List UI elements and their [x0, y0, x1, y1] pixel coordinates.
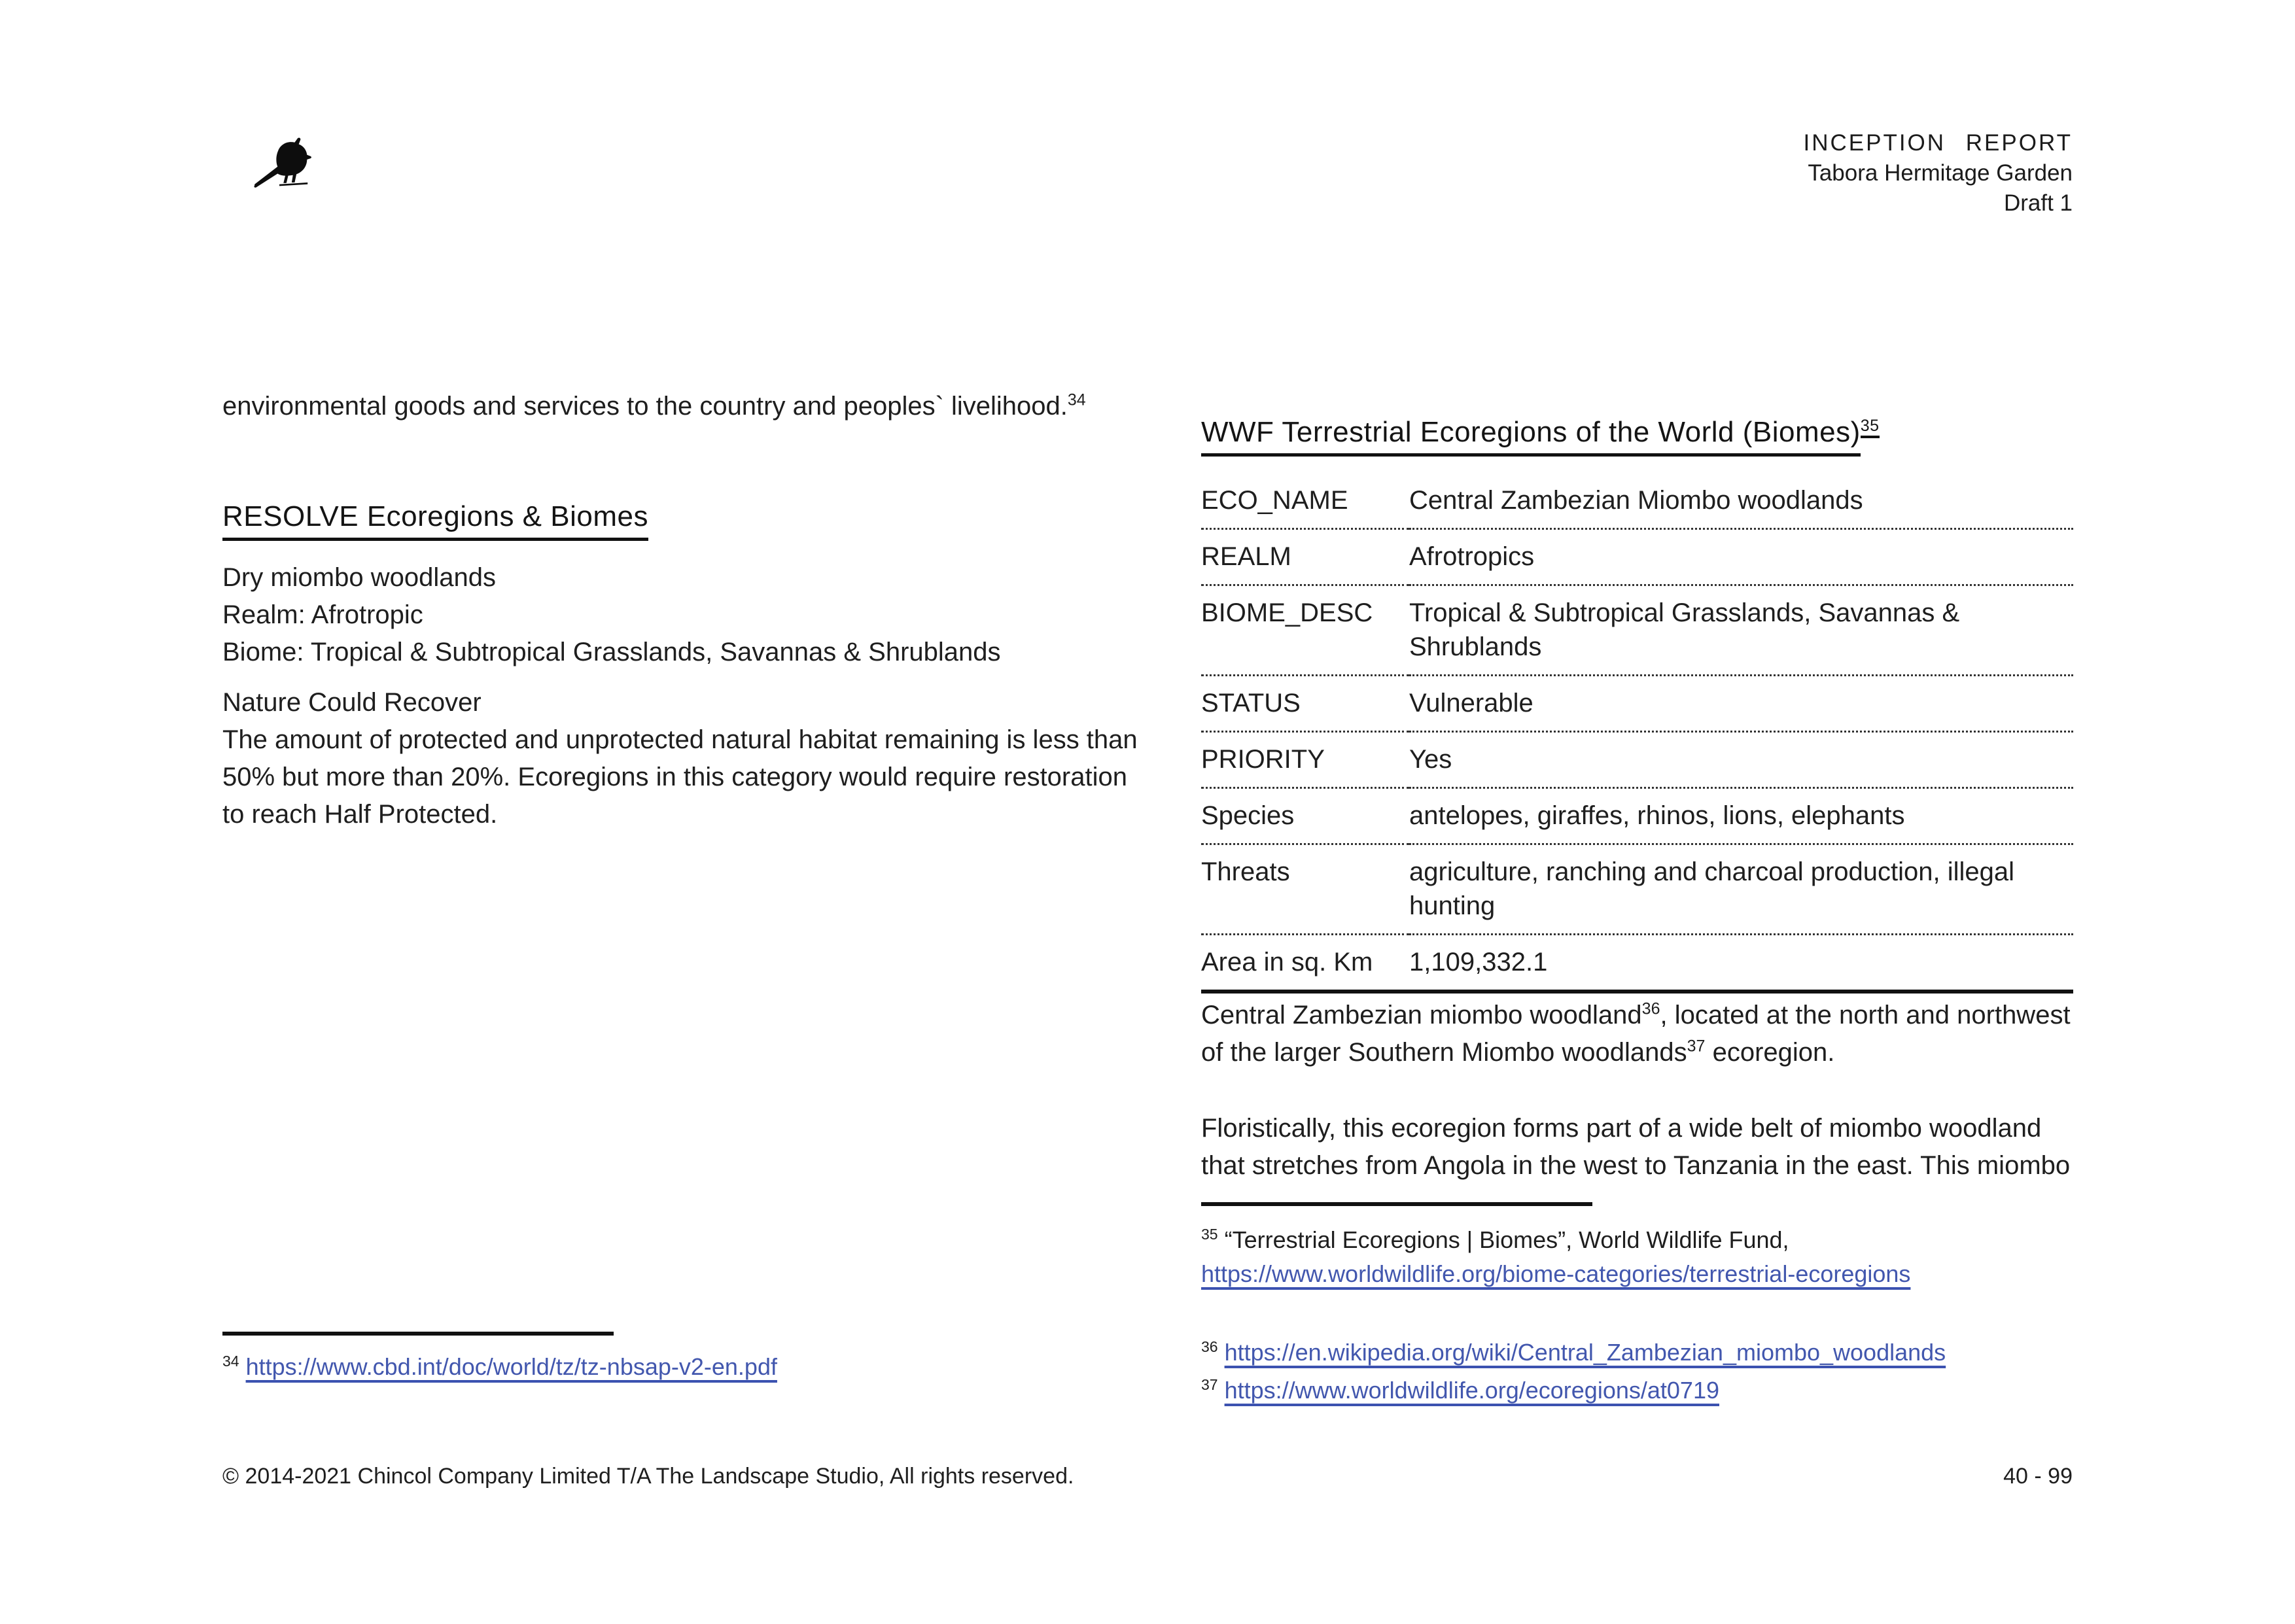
para1-text-3: ecoregion.	[1705, 1038, 1835, 1067]
page-number: 40 - 99	[2003, 1464, 2073, 1489]
report-title: INCEPTION REPORT	[1803, 130, 2073, 156]
table-label-cell: REALM	[1201, 542, 1291, 571]
table-label-cell: STATUS	[1201, 689, 1301, 717]
resolve-heading	[222, 499, 1138, 541]
table-label-cell: Area in sq. Km	[1201, 948, 1373, 976]
recover-section	[222, 684, 1138, 833]
table-row	[1201, 844, 2073, 935]
footnote-34	[222, 1350, 1007, 1384]
footnote-34-link[interactable]: https://www.cbd.int/doc/world/tz/tz-nbsap-v2-en.pdf	[245, 1353, 777, 1380]
table-value-cell: 1,109,332.1	[1409, 948, 1548, 976]
bird-silhouette-icon	[250, 131, 321, 193]
recover-text: The amount of protected and unprotected natural habitat remaining is less than 50% but more than 20%. Ecoregions in this category would require restoration to reach Half Protected.	[222, 725, 1138, 829]
footnote-35-text: “Terrestrial Ecoregions | Biomes”, World Wildlife Fund,	[1224, 1226, 1789, 1253]
resolve-line-ecoregion: Dry miombo woodlands	[222, 563, 496, 592]
footnote-37-marker: 37	[1201, 1376, 1218, 1393]
resolve-heading-text: RESOLVE Ecoregions & Biomes	[222, 499, 648, 541]
floristically-paragraph: Floristically, this ecoregion forms part of a wide belt of miombo woodland that stretches from Angola in the west to Tanzania in the east. This miombo	[1201, 1114, 2071, 1180]
footnote-divider	[1201, 1202, 1592, 1206]
zambezian-paragraph	[1201, 997, 2073, 1071]
footnote-ref-36: 36	[1641, 999, 1660, 1018]
ecoregion-table	[1201, 474, 2073, 993]
footnote-36	[1201, 1336, 2073, 1370]
footnote-37	[1201, 1373, 2073, 1408]
intro-paragraph	[222, 388, 1138, 425]
table-value-cell: Vulnerable	[1409, 689, 1533, 717]
table-label-cell: BIOME_DESC	[1201, 598, 1373, 627]
table-row	[1201, 732, 2073, 788]
bird-logo	[250, 131, 321, 193]
table-label-cell: Species	[1201, 801, 1295, 830]
table-row	[1201, 474, 2073, 529]
project-name: Tabora Hermitage Garden	[1808, 160, 2073, 186]
table-label-cell: Threats	[1201, 857, 1290, 886]
wwf-heading	[1201, 415, 2073, 457]
intro-text: environmental goods and services to the country and peoples` livelihood.	[222, 392, 1068, 421]
resolve-line-biome: Biome: Tropical & Subtropical Grasslands, Savannas & Shrublands	[222, 638, 1001, 666]
footnote-35-marker: 35	[1201, 1226, 1218, 1243]
table-row	[1201, 585, 2073, 676]
table-value-cell: Central Zambezian Miombo woodlands	[1409, 486, 1863, 515]
table-label-cell: ECO_NAME	[1201, 486, 1348, 515]
resolve-section	[222, 499, 1138, 671]
footnote-spacer	[1201, 1291, 2073, 1321]
table-label-cell: PRIORITY	[1201, 745, 1325, 774]
footnote-ref-37: 37	[1687, 1037, 1706, 1056]
resolve-details	[222, 559, 1138, 671]
draft-version: Draft 1	[2003, 190, 2073, 216]
table-value-cell: Tropical & Subtropical Grasslands, Savannas & Shrublands	[1409, 598, 1960, 661]
wwf-heading-text: WWF Terrestrial Ecoregions of the World (Biomes)	[1201, 415, 1861, 457]
footnote-divider	[222, 1332, 614, 1336]
table-row	[1201, 935, 2073, 992]
footnote-ref-35: 35	[1861, 417, 1880, 438]
recover-heading: Nature Could Recover	[222, 688, 482, 717]
table-value-cell: antelopes, giraffes, rhinos, lions, elephants	[1409, 801, 1905, 830]
table-row	[1201, 529, 2073, 585]
copyright-notice: © 2014-2021 Chincol Company Limited T/A The Landscape Studio, All rights reserved.	[222, 1464, 1074, 1489]
table-value-cell: agriculture, ranching and charcoal production, illegal hunting	[1409, 857, 2014, 920]
wwf-section	[1201, 415, 2073, 993]
left-footnotes	[222, 1332, 1007, 1384]
resolve-line-realm: Realm: Afrotropic	[222, 600, 423, 629]
table-value-cell: Afrotropics	[1409, 542, 1535, 571]
page-header	[1803, 128, 2073, 218]
para1-text-1: Central Zambezian miombo woodland	[1201, 1001, 1642, 1029]
table-row	[1201, 788, 2073, 844]
table-value-cell: Yes	[1409, 745, 1452, 774]
footnote-36-link[interactable]: https://en.wikipedia.org/wiki/Central_Zambezian_miombo_woodlands	[1224, 1339, 1946, 1366]
footnote-35	[1201, 1223, 2073, 1291]
footnote-37-link[interactable]: https://www.worldwildlife.org/ecoregions/at0719	[1224, 1377, 1719, 1404]
footnote-35-link[interactable]: https://www.worldwildlife.org/biome-categories/terrestrial-ecoregions	[1201, 1260, 1911, 1287]
para1-text-2: , located at the north and northwest of the larger Southern Miombo woodlands	[1201, 1001, 2071, 1067]
right-footnotes	[1201, 1202, 2073, 1408]
footnote-36-marker: 36	[1201, 1338, 1218, 1355]
table-row	[1201, 676, 2073, 732]
footnote-34-marker: 34	[222, 1353, 239, 1370]
footnote-ref-34: 34	[1067, 390, 1086, 409]
